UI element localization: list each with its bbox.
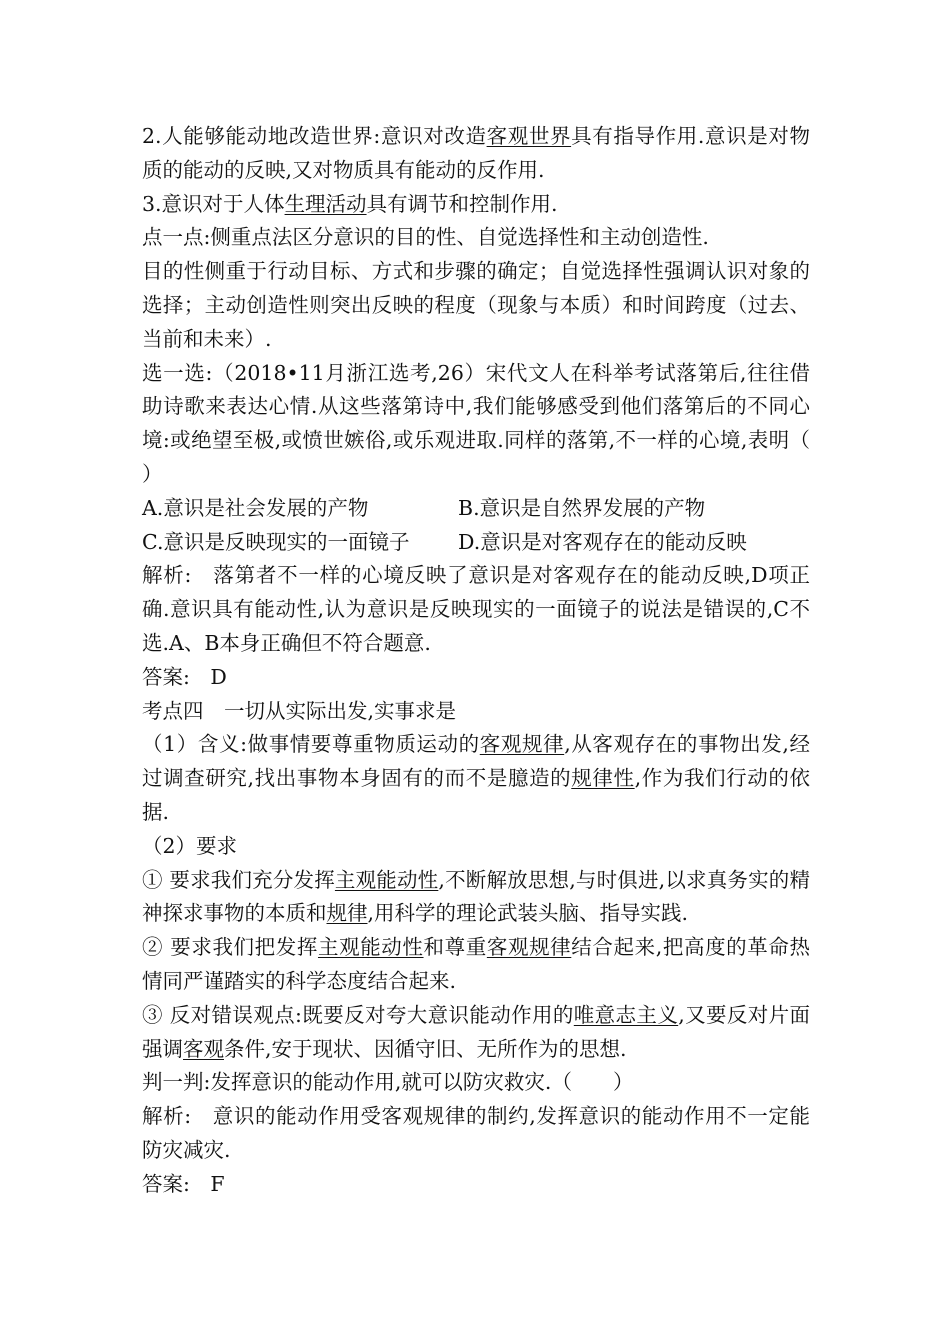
option-c: C.意识是反映现实的一面镜子 [142,529,410,554]
option-a: A.意识是社会发展的产物 [142,495,369,520]
text-run: ③ 反对错误观点:既要反对夸大意识能动作用的 [142,1002,574,1027]
text-run: 2.人能够能动地改造世界:意识对改造 [142,124,487,148]
text-run: ,作为我们行动的依据. [142,766,810,824]
options-row-cd [142,526,810,560]
text-run: 和尊重 [423,935,487,960]
text-run: 结合起来,把高度的革命热情同严谨踏实的科学态度结合起来. [142,935,810,993]
underlined-term: 客观 [183,1036,224,1061]
requirement-item-2 [142,931,810,999]
underlined-term: 主观能动性 [334,867,439,892]
underlined-term: 生理活动 [284,191,367,216]
underlined-term: 规律 [326,901,368,926]
text-run: 3.意识对于人体 [142,191,285,216]
text-run: ,用科学的理论武装头脑、指导实践. [367,901,689,926]
text-run: ,不断解放思想,与时俱进,以求真务实的精神探求事物的本质和 [142,867,810,926]
question-judge-analysis: 解析: 意识的能动作用受客观规律的制约,发挥意识的能动作用不一定能防灾减灾. [142,1104,810,1162]
paragraph-requirements-heading: （2）要求 [142,833,238,858]
question-judge-stem: 判一判:发挥意识的能动作用,就可以防灾救灾.（ ） [142,1070,634,1095]
text-run: ,又要反对片面强调 [142,1002,811,1061]
options-row-ab [142,492,810,526]
underlined-term: 主观能动性 [317,935,424,960]
section-title: 考点四 一切从实际出发,实事求是 [142,698,457,723]
text-run: （1）含义:做事情要尊重物质运动的 [142,732,480,757]
paragraph-physiological-control [142,188,810,222]
paragraph-tip-heading: 点一点:侧重点法区分意识的目的性、自觉选择性和主动创造性. [142,225,709,250]
requirement-item-1 [142,864,810,932]
underlined-term: 客观规律 [479,732,565,757]
question-choice-stem: 选一选:（2018•11月浙江选考,26）宋代文人在科举考试落第后,往往借助诗歌来表达心情.从这些落第诗中,我们能够感受到他们落第后的不同心境:或绝望至极,或愤世嫉俗,或乐观进取.同样的落第,不一样的心境,表明（ ） [142,360,851,486]
question-choice-analysis: 解析: 落第者不一样的心境反映了意识是对客观存在的能动反映,D项正确.意识具有能动性,认为意识是反映现实的一面镜子的说法是错误的,C不选.A、B本身正确但不符合题意. [142,563,810,655]
option-b: B.意识是自然界发展的产物 [458,495,706,520]
text-run: 具有指导作用.意识是对物质的能动的反映,又对物质具有能动的反作用. [142,124,810,182]
document-body [142,120,851,1202]
underlined-term: 客观规律 [486,935,572,960]
text-run: 条件,安于现状、因循守旧、无所作为的思想. [224,1036,627,1061]
underlined-term: 规律性 [571,766,635,791]
underlined-term: 唯意志主义 [573,1002,679,1027]
requirement-item-3 [142,999,810,1067]
underlined-term: 客观世界 [486,124,572,148]
text-run: ① 要求我们充分发挥 [142,867,335,892]
paragraph-definition [142,728,810,829]
paragraph-tip-detail: 目的性侧重于行动目标、方式和步骤的确定；自觉选择性强调认识对象的选择；主动创造性则突出反映的程度（现象与本质）和时间跨度（过去、当前和未来）. [142,259,810,351]
paragraph-consciousness-transform-world [142,120,810,188]
text-run: ② 要求我们把发挥 [142,935,318,960]
text-run: 具有调节和控制作用. [366,191,558,216]
question-judge-answer: 答案: F [142,1171,225,1196]
option-d: D.意识是对客观存在的能动反映 [458,529,747,554]
question-choice-answer: 答案: D [142,664,227,689]
text-run: ,从客观存在的事物出发,经过调查研究,找出事物本身固有的而不是臆造的 [142,732,811,791]
